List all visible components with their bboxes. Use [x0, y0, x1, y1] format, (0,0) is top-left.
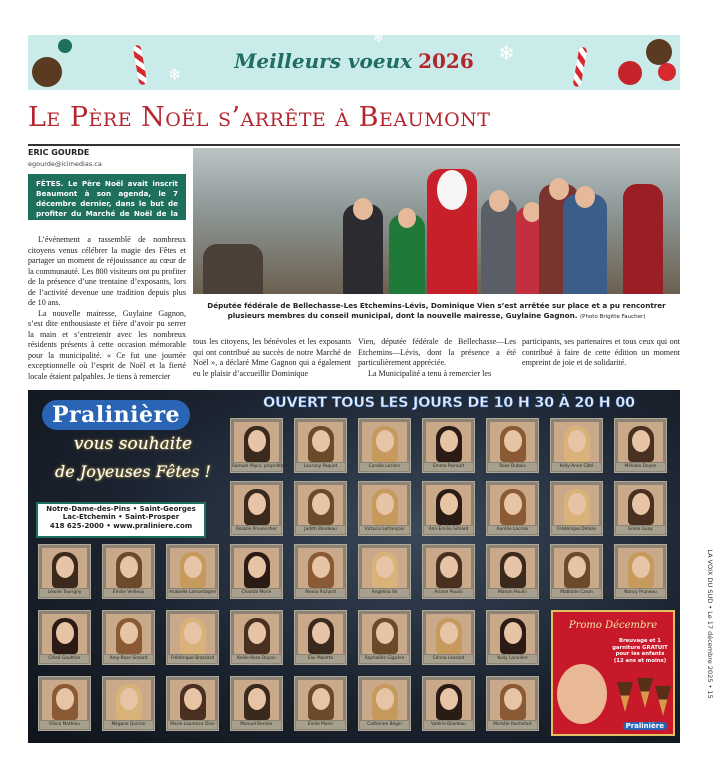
- ad-hours: OUVERT TOUS LES JOURS DE 10 H 30 À 20 H 00: [263, 395, 635, 411]
- staff-card: [358, 610, 411, 665]
- staff-face: [440, 622, 458, 644]
- staff-face: [632, 556, 650, 578]
- staff-name: Rosalie Provencher: [232, 526, 281, 534]
- staff-name: Kelly-Anne Côté: [552, 463, 601, 471]
- staff-card: [422, 481, 475, 536]
- staff-name: Émile Morin: [296, 721, 345, 729]
- staff-card: [422, 544, 475, 599]
- photo-person: [481, 198, 517, 294]
- photo-table: [203, 244, 263, 294]
- staff-photo: [298, 680, 343, 720]
- staff-card: [486, 418, 539, 473]
- page-folio: [700, 510, 714, 740]
- staff-face: [56, 556, 74, 578]
- staff-face: [184, 688, 202, 710]
- staff-name: Aurélie Lacroix: [488, 526, 537, 534]
- staff-photo: [106, 614, 151, 654]
- staff-card: [230, 481, 283, 536]
- staff-name: Manon Poulin: [488, 589, 537, 597]
- banner-greeting: [28, 49, 680, 73]
- promo-december: [551, 610, 675, 736]
- staff-name: Chloé Gauthier: [40, 655, 89, 663]
- staff-name: Frédérique Delisle: [552, 526, 601, 534]
- staff-name: Emile Guay: [616, 526, 665, 534]
- staff-photo: [362, 485, 407, 525]
- staff-photo: [554, 548, 599, 588]
- photo-person: [563, 194, 607, 294]
- staff-name: Nancy Pruneau: [616, 589, 665, 597]
- staff-face: [440, 493, 458, 515]
- staff-card: [422, 610, 475, 665]
- staff-photo: [426, 680, 471, 720]
- staff-photo: [490, 614, 535, 654]
- photo-face: [353, 198, 373, 220]
- staff-card: [102, 610, 155, 665]
- staff-name: Frédérique Brassard: [168, 655, 217, 663]
- staff-name: Angelina Vo: [360, 589, 409, 597]
- staff-card: [102, 676, 155, 731]
- staff-name: Marie-Laurence Dion: [168, 721, 217, 729]
- folio-text: LA VOIX DU SUD • Le 17 décembre 2025 • 15: [706, 549, 714, 699]
- staff-face: [312, 493, 330, 515]
- promo-logo: Pralinière: [623, 722, 667, 730]
- staff-face: [376, 622, 394, 644]
- article-lead: FÊTES. Le Père Noël avait inscrit Beaumont à son agenda, le 7 décembre dernier, dans le but de profiter du Marché de Noël de la localité.: [28, 174, 186, 220]
- staff-photo: [106, 548, 151, 588]
- staff-photo: [42, 680, 87, 720]
- paragraph: L’événement a rassemblé de nombreux citoyens venus célébrer la magie des Fêtes et partager un moment de réjouissance au cœur de la communauté. Les 800 visiteurs ont pu profiter de la présence d’une trentaine d’exposants, lors de l’activité devenue une tradition depuis plus de 10 ans.: [28, 235, 186, 307]
- staff-card: [358, 676, 411, 731]
- staff-card: [294, 676, 347, 731]
- greeting-text: Meilleurs voeux: [234, 49, 413, 73]
- staff-name: Mégane Quirion: [104, 721, 153, 729]
- staff-photo: [426, 548, 471, 588]
- staff-name: Kellie-Rose Doyon: [232, 655, 281, 663]
- santa-beard: [437, 170, 467, 210]
- staff-card: [294, 544, 347, 599]
- staff-photo: [42, 614, 87, 654]
- ice-cream-icon: [617, 682, 633, 712]
- praliniere-ad: [28, 390, 680, 743]
- paragraph: tous les citoyens, les bénévoles et les exposants qui ont contribué au succès de notre Marché de Noël », a déclaré Mme Gagnon qui a également eu le plaisir d’accueillir Dominique: [193, 337, 351, 378]
- staff-face: [376, 430, 394, 452]
- staff-name: Ann-Emilie Simard: [424, 526, 473, 534]
- promo-text: Breuvage et 1 garniture GRATUIT pour les enfants (12 ans et moins): [612, 638, 668, 664]
- staff-face: [504, 622, 522, 644]
- staff-face: [376, 556, 394, 578]
- ad-wish-line-1: vous souhaite: [73, 434, 193, 454]
- staff-photo: [362, 422, 407, 462]
- staff-face: [504, 556, 522, 578]
- staff-photo: [298, 548, 343, 588]
- staff-card: [166, 676, 219, 731]
- staff-photo: [490, 548, 535, 588]
- author-byline: ERIC GOURDE: [28, 148, 90, 157]
- staff-photo: [298, 485, 343, 525]
- staff-name: Coralie Leclerc: [360, 463, 409, 471]
- photo-face: [489, 190, 509, 212]
- staff-card: [294, 481, 347, 536]
- staff-card: [294, 418, 347, 473]
- staff-face: [184, 622, 202, 644]
- staff-card: [102, 544, 155, 599]
- staff-photo: [426, 485, 471, 525]
- staff-card: [486, 610, 539, 665]
- staff-face: [632, 430, 650, 452]
- staff-name: Alexia Richard: [296, 589, 345, 597]
- staff-name: Léonie Tourigny: [40, 589, 89, 597]
- staff-face: [376, 688, 394, 710]
- staff-photo: [234, 548, 279, 588]
- photo-face: [398, 208, 416, 228]
- staff-name: Eloi Malette: [296, 655, 345, 663]
- paragraph: La Municipalité a tenu à remercier les: [368, 368, 492, 378]
- staff-face: [440, 688, 458, 710]
- praliniere-logo: Pralinière: [42, 400, 190, 430]
- photo-credit: (Photo Brigitte Faucher): [579, 313, 646, 320]
- staff-card: [486, 676, 539, 731]
- staff-name: Cérina Lessard: [424, 655, 473, 663]
- staff-face: [248, 430, 266, 452]
- author-email: egourde@icimedias.ca: [28, 160, 102, 168]
- staff-face: [504, 688, 522, 710]
- caption-text: Députée fédérale de Bellechasse-Les Etchemins-Lévis, Dominique Vien s’est arrêtée sur place et a pu rencontrer plusieurs membres du conseil municipal, dont la nouvelle mairesse, Guylaine Gagnon.: [207, 301, 666, 320]
- staff-face: [120, 556, 138, 578]
- promo-title: Promo Décembre: [568, 620, 658, 631]
- staff-photo: [170, 614, 215, 654]
- staff-card: [614, 544, 667, 599]
- staff-face: [248, 622, 266, 644]
- staff-face: [248, 493, 266, 515]
- snowflake-icon: ❄: [373, 31, 384, 46]
- staff-photo: [618, 422, 663, 462]
- article-column-3: [358, 337, 516, 379]
- staff-name: Mathilde Caron: [552, 589, 601, 597]
- ad-wish-line-2: de Joyeuses Fêtes !: [55, 462, 211, 481]
- staff-name: Michèle Rochefort: [488, 721, 537, 729]
- staff-card: [550, 481, 603, 536]
- staff-face: [504, 430, 522, 452]
- staff-photo: [234, 485, 279, 525]
- staff-face: [312, 622, 330, 644]
- staff-photo: [234, 680, 279, 720]
- ad-contact: 418 625-2000 • www.praliniere.com: [49, 521, 193, 530]
- staff-face: [312, 688, 330, 710]
- staff-face: [56, 688, 74, 710]
- staff-photo: [554, 422, 599, 462]
- staff-photo: [298, 614, 343, 654]
- paragraph: Vien, députée fédérale de Bellechasse—Les Etchemins—Lévis, dont la présence a été particulièrement appréciée.: [358, 337, 516, 367]
- staff-photo: [362, 614, 407, 654]
- snowflake-icon: ❄: [168, 65, 182, 84]
- staff-face: [248, 556, 266, 578]
- staff-photo: [298, 422, 343, 462]
- staff-name: Raphaëlle Giguère: [360, 655, 409, 663]
- holiday-banner: [28, 31, 680, 90]
- locations-line-2: Lac-Etchemin • Saint-Prosper: [62, 513, 180, 522]
- photo-face: [549, 178, 569, 200]
- staff-name: Samuel Pépin, propriétaire: [232, 464, 290, 469]
- staff-photo: [554, 485, 599, 525]
- article-photo: [193, 148, 680, 294]
- staff-photo: [618, 548, 663, 588]
- staff-photo: [234, 422, 279, 462]
- staff-photo: [426, 614, 471, 654]
- staff-face: [120, 688, 138, 710]
- staff-face: [312, 430, 330, 452]
- staff-photo: [106, 680, 151, 720]
- staff-name: Manuel Bernier: [232, 721, 281, 729]
- staff-photo: [426, 422, 471, 462]
- promo-child-photo: [557, 664, 607, 724]
- article-column-1: [28, 235, 186, 382]
- staff-photo: [42, 548, 87, 588]
- staff-card: [486, 481, 539, 536]
- staff-card: [358, 544, 411, 599]
- staff-face: [248, 688, 266, 710]
- staff-card: [614, 418, 667, 473]
- staff-card: [230, 544, 283, 599]
- staff-card: [38, 676, 91, 731]
- staff-card: [230, 418, 290, 473]
- staff-photo: [490, 485, 535, 525]
- paragraph: La nouvelle mairesse, Guylaine Gagnon, s’est dite enthousiaste et fière d’avoir pu serrer la main et s’entretenir avec les nombreux résidents présents à cette occasion mémorable pour la municipalité. « Ce fut une journée exceptionnelle où l’esprit de Noël et la fierté locale étaient palpables. Je tiens à remercier: [28, 308, 186, 381]
- staff-photo: [362, 548, 407, 588]
- staff-face: [440, 430, 458, 452]
- staff-card: [422, 418, 475, 473]
- staff-card: [38, 610, 91, 665]
- staff-face: [632, 493, 650, 515]
- paragraph: participants, ses partenaires et tous ceux qui ont contribué à faire de cette édition un moment empreint de joie et de solidarité.: [522, 337, 680, 367]
- staff-photo: [170, 548, 215, 588]
- article-headline: Le Père Noël s’arrête à Beaumont: [28, 102, 491, 133]
- photo-caption: [193, 301, 680, 322]
- staff-card: [422, 676, 475, 731]
- staff-name: Victoria Lefrançois: [360, 526, 409, 534]
- staff-name: Émilie Veilleux: [104, 589, 153, 597]
- staff-photo: [170, 680, 215, 720]
- ice-cream-icon: [637, 678, 653, 708]
- staff-card: [486, 544, 539, 599]
- ad-location-box: [36, 502, 206, 538]
- staff-card: [550, 544, 603, 599]
- staff-name: Emma Poirault: [424, 463, 473, 471]
- staff-name: Anabelle Lamontagne: [168, 590, 217, 595]
- staff-photo: [618, 485, 663, 525]
- staff-face: [568, 493, 586, 515]
- staff-card: [358, 481, 411, 536]
- staff-name: Laurany Paquet: [296, 463, 345, 471]
- staff-name: Mélodie Doyon: [616, 463, 665, 471]
- locations-line-1: Notre-Dame-des-Pins • Saint-Georges: [46, 505, 196, 513]
- staff-photo: [490, 680, 535, 720]
- staff-name: Ariane Poulin: [424, 589, 473, 597]
- staff-card: [230, 610, 283, 665]
- staff-face: [568, 556, 586, 578]
- staff-card: [230, 676, 283, 731]
- snowflake-icon: ❄: [498, 41, 515, 65]
- staff-name: Chantal Morin: [232, 589, 281, 597]
- staff-card: [166, 610, 219, 665]
- staff-card: [550, 418, 603, 473]
- staff-name: Rose Dubois: [488, 463, 537, 471]
- photo-person: [623, 184, 663, 294]
- staff-card: [358, 418, 411, 473]
- greeting-year: 2026: [418, 49, 474, 73]
- staff-name: Valérie Bilodeau: [424, 721, 473, 729]
- staff-face: [312, 556, 330, 578]
- staff-face: [120, 622, 138, 644]
- staff-name: Catherine Bégin: [360, 721, 409, 729]
- staff-face: [376, 493, 394, 515]
- staff-card: [614, 481, 667, 536]
- staff-face: [184, 556, 202, 578]
- staff-photo: [362, 680, 407, 720]
- staff-card: [38, 544, 91, 599]
- staff-face: [568, 430, 586, 452]
- headline-rule: [28, 144, 680, 146]
- article-column-4: [522, 337, 680, 369]
- staff-card: [294, 610, 347, 665]
- staff-name: Amy-Rose Simard: [104, 655, 153, 663]
- staff-face: [56, 622, 74, 644]
- staff-face: [504, 493, 522, 515]
- staff-photo: [490, 422, 535, 462]
- photo-face: [575, 186, 595, 208]
- staff-name: Judith Bilodeau: [296, 526, 345, 534]
- staff-name: Kelly Larivière: [488, 655, 537, 663]
- staff-photo: [234, 614, 279, 654]
- article-column-2: [193, 337, 351, 379]
- staff-name: Olivia Mathieu: [40, 721, 89, 729]
- staff-card: [166, 544, 219, 599]
- ice-cream-icon: [655, 686, 671, 716]
- staff-face: [440, 556, 458, 578]
